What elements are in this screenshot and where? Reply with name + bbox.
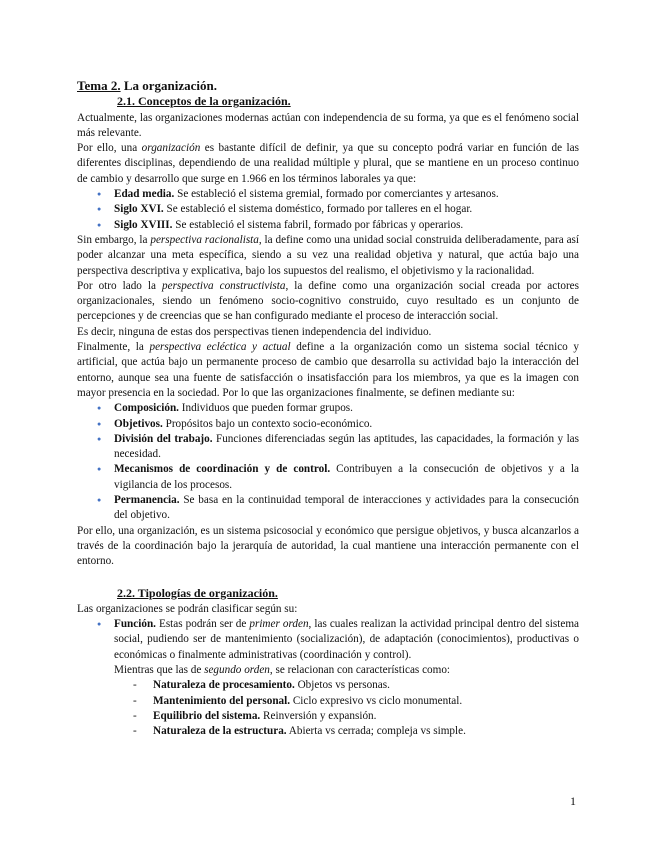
chapter-title xyxy=(77,78,579,93)
paragraph: Mientras que las de segundo orden, se relacionan con características como: xyxy=(114,663,451,676)
chapter-number: Tema 2. xyxy=(77,78,121,93)
list-item: ● Siglo XVI. Se estableció el sistema doméstico, formado por talleres en el hogar. xyxy=(114,202,579,217)
paragraph: Las organizaciones se podrán clasificar según su: xyxy=(77,602,298,615)
history-list xyxy=(77,187,579,233)
page-number: 1 xyxy=(570,794,576,808)
paragraph: Por ello, una organización es bastante difícil de definir, ya que su concepto podrá variar en función de las diferentes disciplinas, dependiendo de una realidad múltiple y plural, que se mantiene en un proceso continuo de cambio y desarrollo que surge en 1.966 en los términos laborales ya que: xyxy=(77,142,579,185)
list-item: ● Objetivos. Propósitos bajo un contexto socio-económico. xyxy=(114,417,579,432)
document-page xyxy=(77,78,579,739)
list-item: ● Siglo XVIII. Se estableció el sistema fabril, formado por fábricas y operarios. xyxy=(114,218,579,233)
section-heading-typologies: 2.2. Tipologías de organización. xyxy=(117,585,278,600)
list-item: ● Composición. Individuos que pueden formar grupos. xyxy=(114,401,579,416)
paragraph: Por otro lado la perspectiva constructivista, la define como una organización social creada por actores organizacionales, siendo un fenómeno socio-cognitivo construido, cuyo resultado es un conjunto de percepciones y de creencias que se han configurado mediante el proceso de interacción social. xyxy=(77,279,579,323)
list-item: - Naturaleza de la estructura. Abierta vs cerrada; compleja vs simple. xyxy=(153,724,579,739)
paragraph: Actualmente, las organizaciones modernas actúan con independencia de su forma, ya que es el fenómeno social más relevante. xyxy=(77,111,579,139)
list-item: ● Función. Estas podrán ser de primer orden, las cuales realizan la actividad principal dentro del sistema social, pudiendo ser de mantenimiento (socialización), de adaptación (conocimientos), productivas o económicas o finalmente administrativas (coordinación y control). xyxy=(114,617,579,663)
second-order-list xyxy=(77,678,579,739)
list-item: - Naturaleza de procesamiento. Objetos vs personas. xyxy=(153,678,579,693)
elements-list xyxy=(77,401,579,523)
paragraph: Es decir, ninguna de estas dos perspectivas tienen independencia del individuo. xyxy=(77,325,432,338)
list-item: ● Edad media. Se estableció el sistema gremial, formado por comerciantes y artesanos. xyxy=(114,187,579,202)
paragraph: Finalmente, la perspectiva ecléctica y actual define a la organización como un sistema social técnico y artificial, que actúa bajo un permanente proceso de cambio que desarrolla su actividad bajo la interacción del entorno, aunque sea una fuente de satisfacción o insatisfacción para los miembros, ya que es la imagen con mayor presencia en la sociedad. Por lo que las organizaciones finalmente, se definen mediante su: xyxy=(77,341,579,399)
section-heading-concepts: 2.1. Conceptos de la organización. xyxy=(117,94,291,109)
classification-list xyxy=(77,617,579,663)
list-item: ● Permanencia. Se basa en la continuidad temporal de interacciones y actividades para la consecución del objetivo. xyxy=(114,493,579,524)
chapter-name: La organización. xyxy=(120,78,217,93)
paragraph: Sin embargo, la perspectiva racionalista, la define como una unidad social construida deliberadamente, para así poder alcanzar una meta específica, siendo a su vez una realidad objetiva y natural, que actúa bajo una perspectiva descriptiva y explicativa, bajo los supuestos del realismo, el objetivismo y la racionalidad. xyxy=(77,233,580,277)
list-item: - Equilibrio del sistema. Reinversión y expansión. xyxy=(153,709,579,724)
paragraph: Por ello, una organización, es un sistema psicosocial y económico que persigue objetivos, y busca alcanzarlos a través de la coordinación bajo la jerarquía de autoridad, la cual mantiene una interacción permanente con el entorno. xyxy=(77,524,579,568)
list-item: ● Mecanismos de coordinación y de control. Contribuyen a la consecución de objetivos y a la vigilancia de los procesos. xyxy=(114,462,579,493)
list-item: ● División del trabajo. Funciones diferenciadas según las aptitudes, las capacidades, la formación y las necesidad. xyxy=(114,432,579,463)
list-item: - Mantenimiento del personal. Ciclo expresivo vs ciclo monumental. xyxy=(153,694,579,709)
